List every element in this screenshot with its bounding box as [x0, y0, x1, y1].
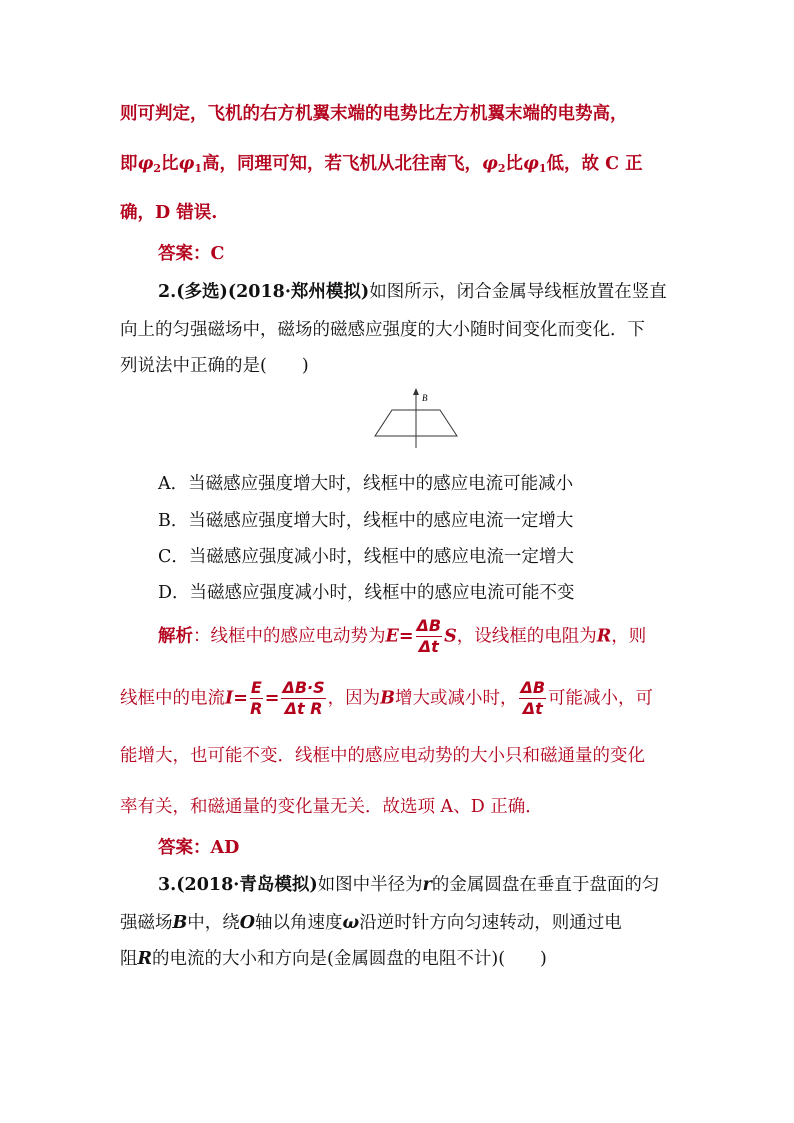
answer-2: 答案：AD — [158, 838, 240, 858]
explain2-line3: 能增大，也可能不变．线框中的感应电动势的大小只和磁通量的变化 — [120, 746, 645, 766]
fraction-dBS-dtR: $\frac{\Delta B\cdot S}{\text{Δt R}}$ — [282, 678, 325, 718]
fraction-dB-dt: $\frac{\Delta B}{\Delta t}$ — [416, 616, 442, 656]
option-a: A．当磁感应强度增大时，线框中的感应电流可能减小 — [158, 474, 574, 494]
q3-line1: 3.(2018·青岛模拟)如图中半径为r的金属圆盘在垂直于盘面的匀 — [158, 875, 660, 895]
answer-1: 答案：C — [158, 244, 225, 264]
explain1-line1: 则可判定，飞机的右方机翼末端的电势比左方机翼末端的电势高， — [120, 104, 628, 124]
fraction-E-R: $\frac{E}{R}$ — [250, 678, 263, 718]
q3-line2: 强磁场B中，绕O轴以角速度ω沿逆时针方向匀速转动，则通过电 — [120, 913, 622, 933]
explain2-line4: 率有关，和磁通量的变化量无关．故选项 A、D 正确． — [120, 797, 543, 817]
explain2-line2: 线框中的电流I= $\frac{E}{R}$ = $\frac{\Delta B\cdot S}{\text{Δt R}}$ ，因为B增大或减小时， $\frac{\Delta B}{\Delta t}$ 可能减小，可 — [120, 678, 654, 718]
field-arrow-head — [413, 388, 419, 395]
option-d: D．当磁感应强度减小时，线框中的感应电流可能不变 — [158, 583, 575, 603]
wire-frame-figure — [360, 386, 470, 448]
option-c: C．当磁感应强度减小时，线框中的感应电流一定增大 — [158, 547, 574, 567]
option-b: B．当磁感应强度增大时，线框中的感应电流一定增大 — [158, 511, 574, 531]
field-label: B — [422, 393, 428, 403]
explain1-line2: 即$\varphi_2$比$\varphi_1$高，同理可知，若飞机从北往南飞，$\varphi_2$比$\varphi_1$低，故 C 正 — [120, 154, 643, 175]
explain2-line1: 解析：线框中的感应电动势为E= $\frac{\Delta B}{\Delta t}$ S，设线框的电阻为R，则 — [158, 616, 647, 656]
q2-line1: 2.(多选)(2018·郑州模拟)如图所示，闭合金属导线框放置在竖直 — [158, 282, 667, 302]
explain1-line3: 确，D 错误. — [120, 203, 218, 223]
q2-line2: 向上的匀强磁场中，磁场的磁感应强度的大小随时间变化而变化．下 — [120, 320, 645, 340]
fraction-dB-dt-2: $\frac{\Delta B}{\Delta t}$ — [520, 678, 546, 718]
q2-line3: 列说法中正确的是( ) — [120, 356, 309, 376]
q3-line3: 阻R的电流的大小和方向是(金属圆盘的电阻不计)( ) — [120, 949, 547, 969]
